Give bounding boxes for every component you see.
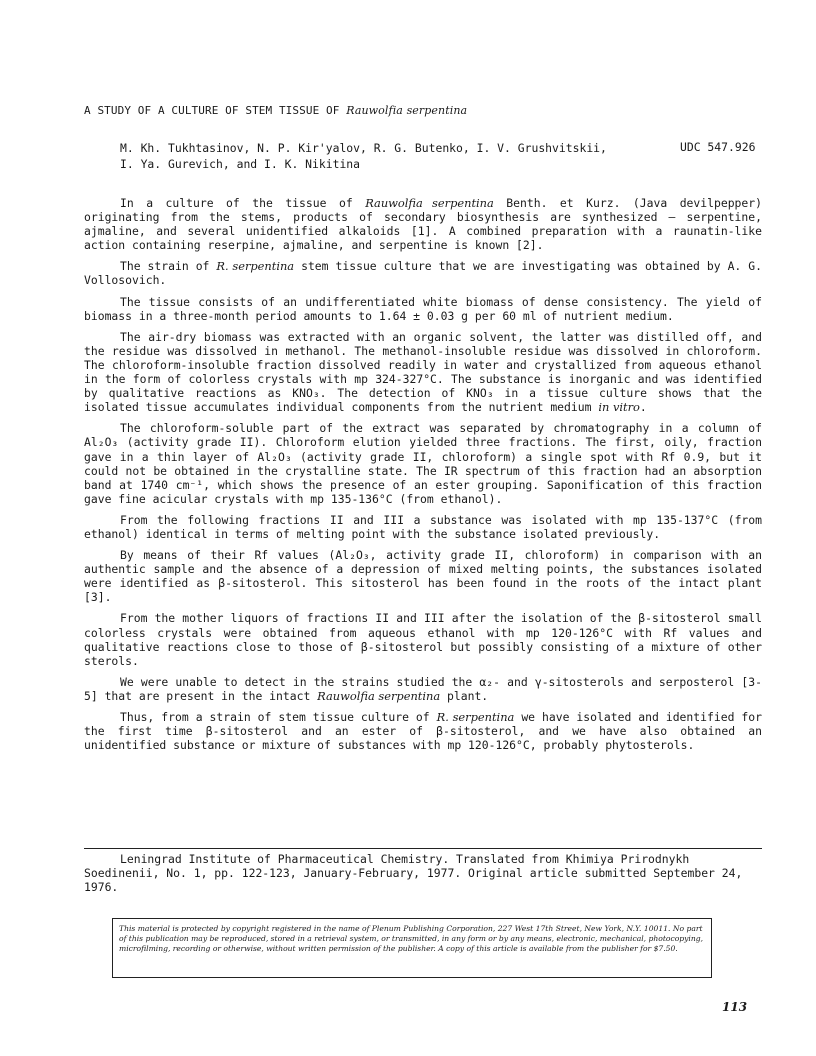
paragraph: [84, 675, 762, 703]
paragraph: [84, 421, 762, 506]
latin-italic: in vitro: [598, 400, 640, 415]
paragraph-text: stem tissue culture that we are investigating was obtained by A. G. Vollosovich.: [84, 259, 762, 288]
paragraph: [84, 611, 762, 667]
paragraph-text: We were unable to detect in the strains studied the α₂- and γ-sitosterols and serposterol [3-5] that are present in the intact: [84, 674, 762, 703]
species-italic: Rauwolfia serpentina: [365, 196, 494, 210]
paragraph: [84, 295, 762, 323]
paragraph-text: The chloroform-soluble part of the extract was separated by chromatography in a column of Al₂O₃ (activity grade II). Chloroform elution yielded three fractions. The first, oily, fraction gave in a thin layer of Al₂O₃ (activity grade II, chloroform) a single spot with Rf 0.9, but it could not be obtained in the crystalline state. The IR spectrum of this fraction had an absorption band at 1740 cm⁻¹, which shows the presence of an ester grouping. Saponification of this fraction gave fine acicular crystals with mp 135-136°C (from ethanol).: [84, 421, 762, 506]
paragraph-text: The air-dry biomass was extracted with an organic solvent, the latter was distilled off, and the residue was dissolved in methanol. The methanol-insoluble residue was dissolved in chloroform. The chloroform-insoluble fraction dissolved readily in water and crystallized from aqueous ethanol in the form of colorless crystals with mp 324-327°C. The substance is inorganic and was identified by qualitative reactions as KNO₃. The detection of KNO₃ in a tissue culture shows that the isolated tissue accumulates individual components from the nutrient medium: [84, 329, 762, 415]
paragraph: [84, 330, 762, 415]
paragraph-text: From the mother liquors of fractions II and III after the isolation of the β-sitosterol small colorless crystals were obtained from aqueous ethanol with mp 120-126°C with Rf values and qualitative reactions close to those of β-sitosterol but possibly consisting of a mixture of other sterols.: [84, 611, 762, 668]
footnote-divider: [84, 848, 762, 849]
copyright-text: This material is protected by copyright registered in the name of Plenum Publishing Corporation, 227 West 17th Street, New York, N.Y. 10011. No part of this publication may be reproduced, stored in a retrieval system, or transmitted, in any form or by any means, electronic, mechanical, photocopying, microfilming, recording or otherwise, without written permission of the publisher. A copy of this article is available from the publisher for $7.50.: [119, 924, 704, 953]
article-body: [84, 196, 762, 759]
paragraph-text: In a culture of the tissue of: [120, 196, 366, 210]
title-text: A STUDY OF A CULTURE OF STEM TISSUE OF: [84, 104, 347, 117]
species-italic: R. serpentina: [216, 259, 295, 274]
paragraph-text: we have isolated and identified for the first time β-sitosterol and an ester of β-sitosterol, and we have also obtained an unidentified substance or mixture of substances with mp 120-126°C, probably phytosterols.: [84, 710, 762, 753]
title-species: Rauwolfia serpentina: [346, 104, 468, 117]
udc-code: UDC 547.926: [680, 140, 756, 154]
copyright-notice: [112, 918, 712, 978]
paragraph: [84, 196, 762, 252]
affiliation-note: [84, 852, 762, 894]
paragraph-text: The tissue consists of an undifferentiated white biomass of dense consistency. The yield of biomass in a three-month period amounts to 1.64 ± 0.03 g per 60 ml of nutrient medium.: [84, 294, 762, 323]
paragraph-text: .: [639, 400, 647, 415]
species-italic: R. serpentina: [436, 710, 515, 724]
authors-line-2: I. Ya. Gurevich, and I. K. Nikitina: [120, 157, 361, 171]
authors-line-1: M. Kh. Tukhtasinov, N. P. Kir'yalov, R. G. Butenko, I. V. Grushvitskii,: [120, 141, 607, 155]
paragraph-text: From the following fractions II and III a substance was isolated with mp 135-137°C (from ethanol) identical in terms of melting point with the substance isolated previously.: [84, 512, 762, 541]
paper-title: [84, 104, 467, 117]
paragraph-text: plant.: [440, 688, 489, 703]
paragraph-text: Benth. et Kurz. (Java devilpepper) originating from the stems, products of secondary biosynthesis are synthesized — serpentine, ajmaline, and several unidentified alkaloids [1]. A combined preparation with a raunatin-like action containing reserpine, ajmaline, and serpentine is known [2].: [84, 196, 762, 253]
page-number: 113: [722, 1000, 748, 1014]
affiliation-text: Leningrad Institute of Pharmaceutical Chemistry. Translated from Khimiya Prirodnykh Soedinenii, No. 1, pp. 122-123, January-February, 1977. Original article submitted September 24, 1976.: [84, 852, 743, 895]
paragraph: [84, 513, 762, 541]
paragraph-text: The strain of: [120, 259, 217, 274]
paragraph: [84, 259, 762, 287]
paragraph-text: Thus, from a strain of stem tissue culture of: [120, 710, 437, 724]
author-list: [120, 140, 660, 172]
paragraph: [84, 548, 762, 604]
paragraph-text: By means of their Rf values (Al₂O₃, activity grade II, chloroform) in comparison with an authentic sample and the absence of a depression of mixed melting points, the substances isolated were identified as β-sitosterol. This sitosterol has been found in the roots of the intact plant [3].: [84, 548, 762, 605]
paragraph: [84, 710, 762, 752]
species-italic: Rauwolfia serpentina: [317, 688, 441, 703]
